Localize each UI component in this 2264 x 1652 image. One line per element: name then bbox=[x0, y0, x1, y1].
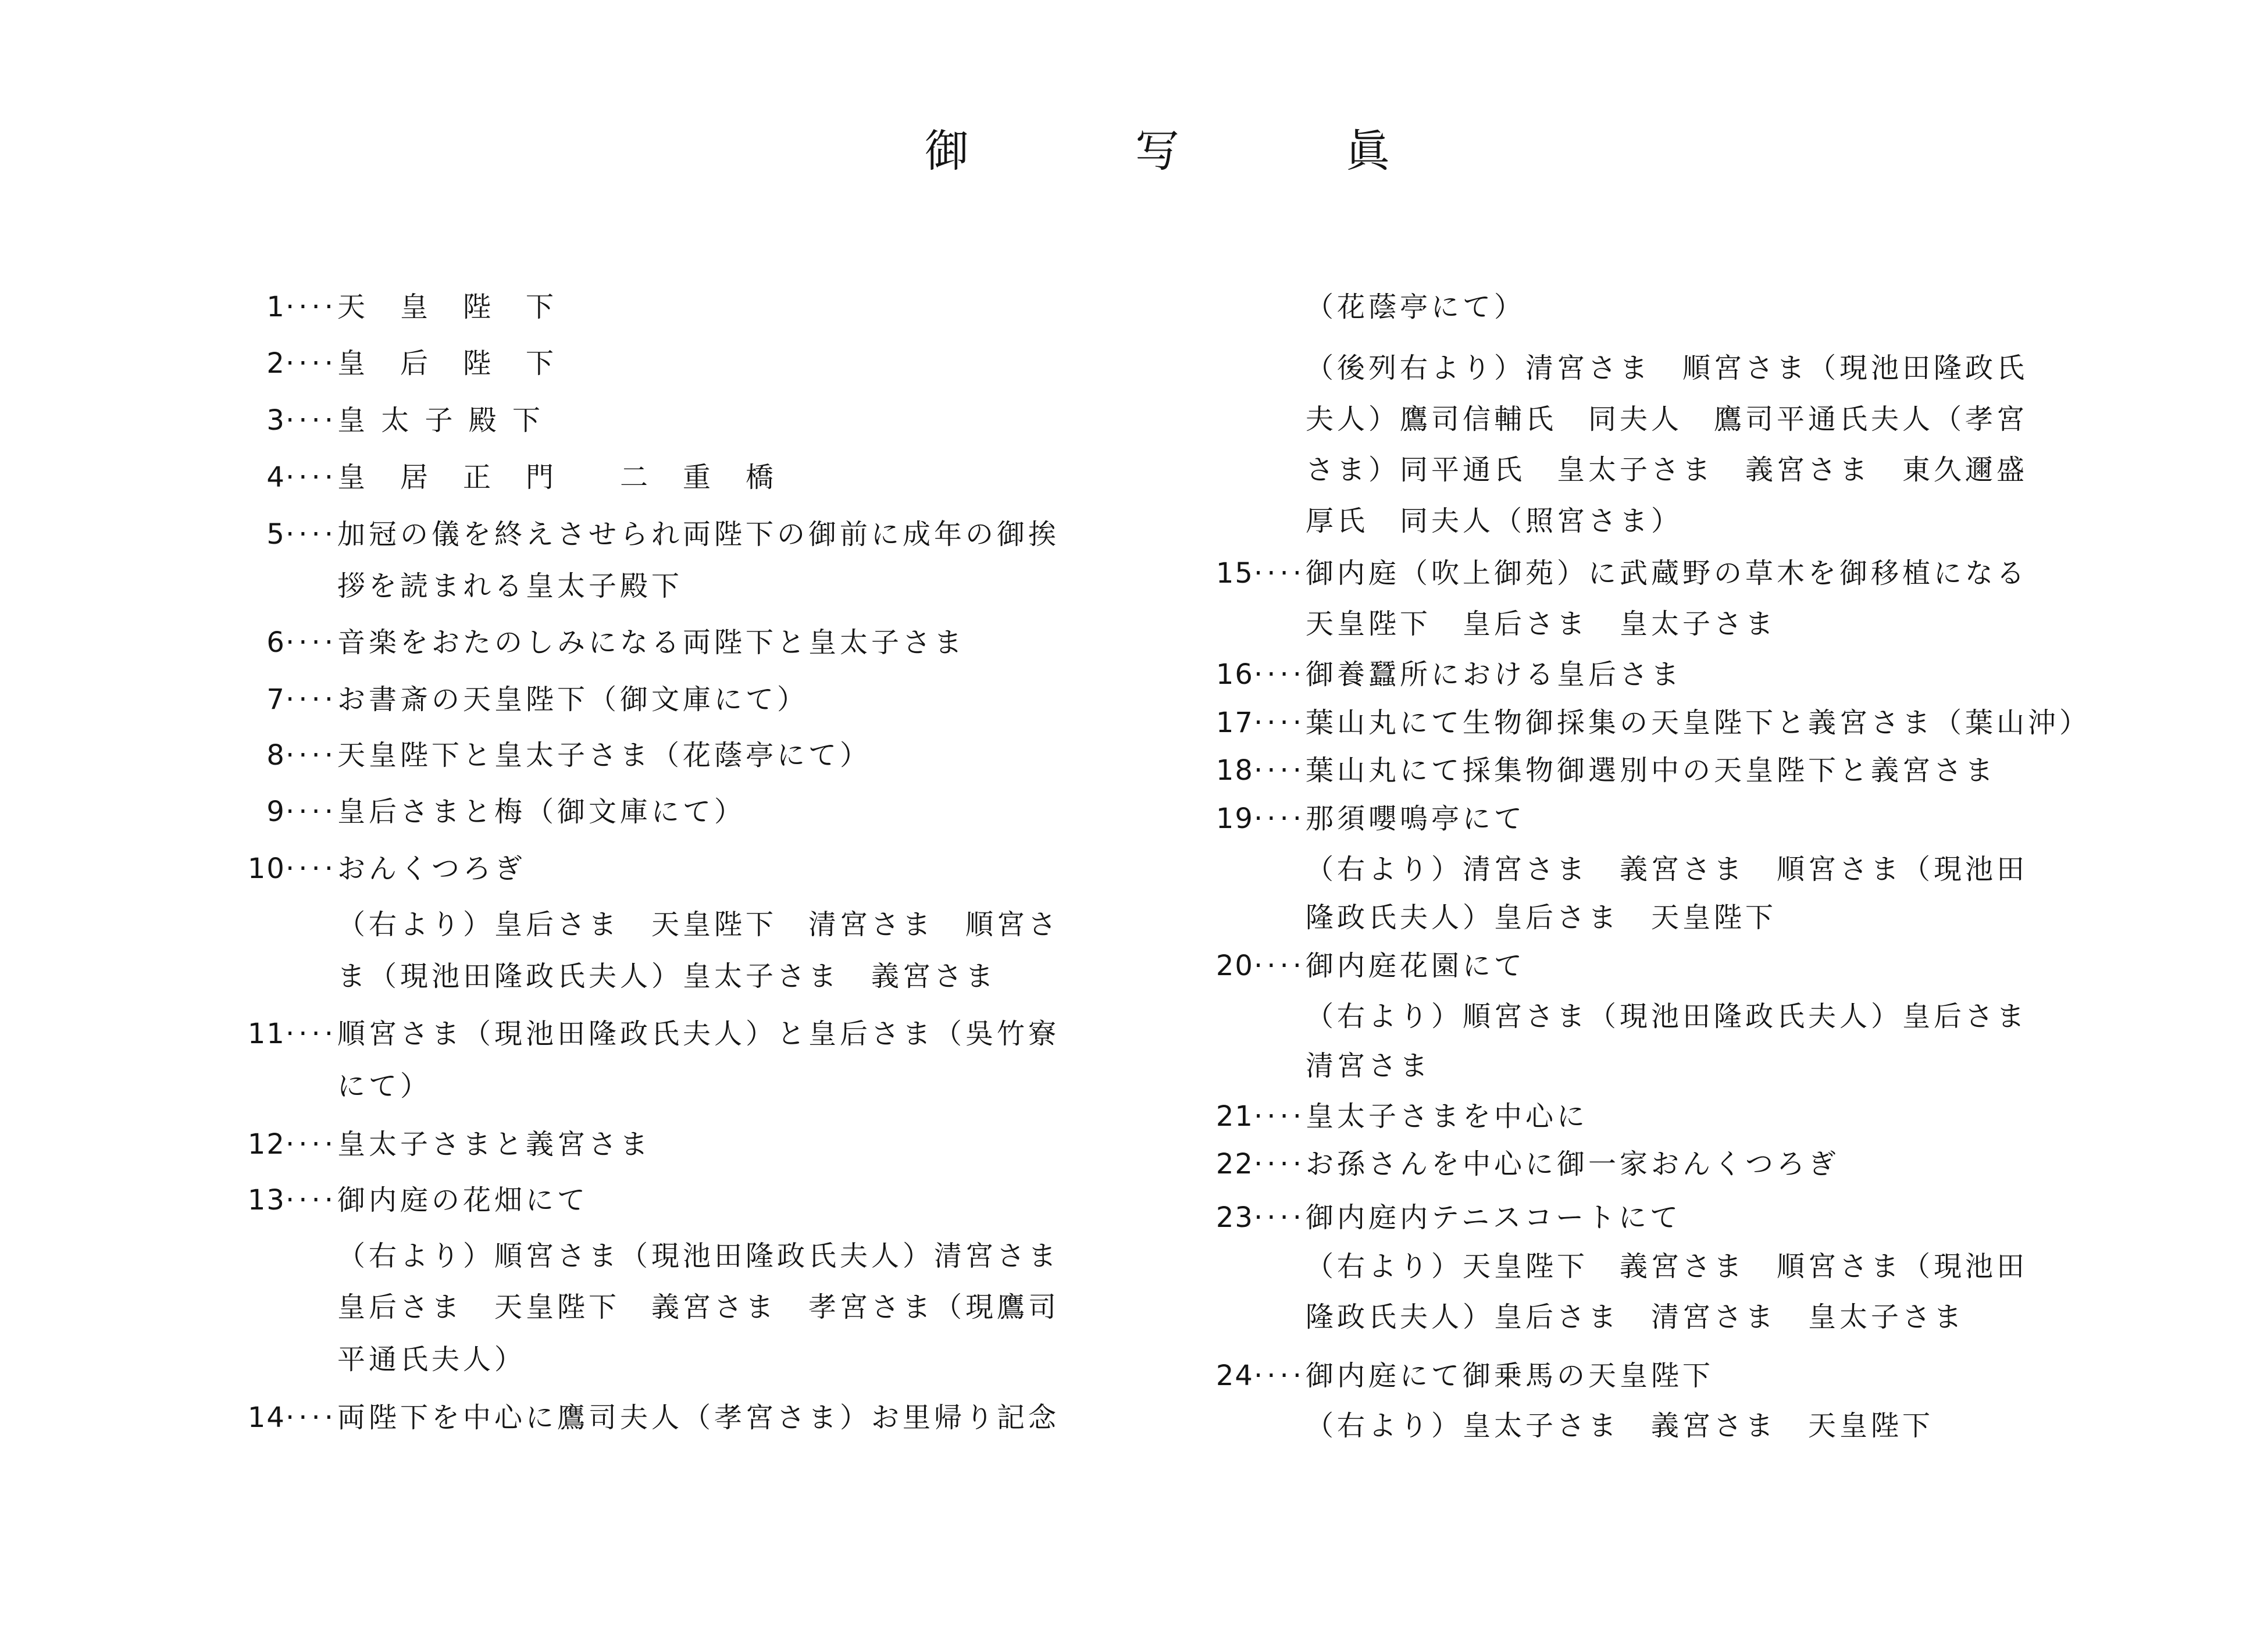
entry-text: 皇太子さまと義宮さま bbox=[337, 1128, 652, 1161]
leader-dots: ···· bbox=[285, 852, 337, 885]
leader-dots: ···· bbox=[1253, 557, 1306, 590]
left-entry-line bbox=[230, 845, 526, 892]
leader-dots: ···· bbox=[1253, 1201, 1306, 1234]
right-entry-line bbox=[1198, 550, 2028, 597]
title-char-3: 眞 bbox=[1346, 125, 1390, 177]
left-entry-line bbox=[230, 1121, 651, 1168]
entry-number bbox=[230, 732, 337, 779]
left-entry-line bbox=[230, 1177, 589, 1223]
left-column bbox=[230, 284, 1102, 1493]
entry-continuation-text: ま（現池田隆政氏夫人）皇太子さま 義宮さま bbox=[337, 960, 997, 993]
entry-continuation-text: （右より）天皇陛下 義宮さま 順宮さま（現池田 bbox=[1306, 1250, 2028, 1283]
entry-number bbox=[230, 340, 337, 387]
entry-text: 加冠の儀を終えさせられ両陛下の御前に成年の御挨 bbox=[337, 518, 1060, 551]
entry-number bbox=[230, 511, 337, 558]
entry-continuation-text: 皇后さま 天皇陛下 義宮さま 孝宮さま（現鷹司 bbox=[337, 1291, 1060, 1323]
leader-dots: ···· bbox=[1253, 1100, 1306, 1133]
entry-continuation-text: （右より）皇后さま 天皇陛下 清宮さま 順宮さ bbox=[337, 908, 1060, 941]
leader-dots: ···· bbox=[1253, 802, 1306, 835]
entry-text: 御内庭花園にて bbox=[1306, 950, 1526, 982]
entry-number bbox=[230, 1394, 337, 1441]
entry-text: 皇太子さまを中心に bbox=[1306, 1100, 1589, 1133]
entry-text: 皇 居 正 門 二 重 橋 bbox=[337, 461, 778, 494]
entry-continuation-text: 天皇陛下 皇后さま 皇太子さま bbox=[1306, 608, 1777, 640]
entry-number bbox=[1198, 700, 1306, 746]
entry-continuation-text: 夫人）鷹司信輔氏 同夫人 鷹司平通氏夫人（孝宮 bbox=[1306, 403, 2028, 436]
left-entry-line bbox=[230, 454, 777, 501]
entry-text: お書斎の天皇陛下（御文庫にて） bbox=[337, 683, 809, 716]
leader-dots: ···· bbox=[285, 1401, 337, 1434]
right-entry-line bbox=[1198, 396, 2028, 443]
entry-number bbox=[230, 845, 337, 892]
entry-continuation-text: （右より）皇太子さま 義宮さま 天皇陛下 bbox=[1306, 1410, 1934, 1442]
title-char-1: 御 bbox=[925, 125, 969, 177]
entry-number-value: 13 bbox=[247, 1184, 286, 1216]
leader-dots: ···· bbox=[285, 739, 337, 772]
entry-text: お孫さんを中心に御一家おんくつろぎ bbox=[1306, 1148, 1840, 1180]
entry-number-value: 19 bbox=[1215, 802, 1254, 835]
entry-text: 音楽をおたのしみになる両陛下と皇太子さま bbox=[337, 626, 966, 659]
entry-number bbox=[230, 619, 337, 666]
right-entry-line bbox=[1198, 700, 2091, 746]
entry-number-value: 22 bbox=[1215, 1148, 1254, 1180]
entry-number-value: 6 bbox=[266, 626, 286, 659]
entry-continuation-text: 隆政氏夫人）皇后さま 天皇陛下 bbox=[1306, 901, 1777, 934]
left-entry-line bbox=[230, 1336, 526, 1383]
entry-text: 皇 后 陛 下 bbox=[337, 347, 558, 380]
entry-text: 皇后さまと梅（御文庫にて） bbox=[337, 795, 746, 828]
entry-number-value: 14 bbox=[247, 1401, 286, 1434]
entry-number bbox=[230, 1121, 337, 1168]
left-entry-line bbox=[230, 340, 557, 387]
entry-number bbox=[230, 1177, 337, 1223]
entry-number-value: 20 bbox=[1215, 950, 1254, 982]
entry-continuation-text: （右より）順宮さま（現池田隆政氏夫人）清宮さま bbox=[337, 1240, 1060, 1272]
title-char-2: 写 bbox=[1135, 125, 1179, 177]
right-entry-line bbox=[1198, 846, 2028, 893]
entry-continuation-text: （右より）順宮さま（現池田隆政氏夫人）皇后さま bbox=[1306, 1000, 2028, 1033]
entry-text: 御内庭内テニスコートにて bbox=[1306, 1201, 1682, 1234]
right-entry-line bbox=[1198, 1043, 1431, 1089]
entry-continuation-text: 清宮さま bbox=[1306, 1050, 1432, 1082]
entry-continuation-text: （右より）清宮さま 義宮さま 順宮さま（現池田 bbox=[1306, 853, 2028, 886]
left-entry-line bbox=[230, 901, 1060, 948]
entry-number-value: 8 bbox=[266, 739, 286, 772]
entry-number bbox=[230, 284, 337, 330]
right-entry-line bbox=[1198, 795, 1525, 842]
entry-text: 御内庭の花畑にて bbox=[337, 1184, 589, 1216]
leader-dots: ···· bbox=[1253, 707, 1306, 739]
entry-continuation-text: （後列右より）清宮さま 順宮さま（現池田隆政氏 bbox=[1306, 352, 2028, 384]
entry-number bbox=[1198, 943, 1306, 989]
right-column bbox=[1198, 284, 2091, 1493]
entry-number-value: 4 bbox=[266, 461, 286, 494]
entry-number bbox=[230, 1011, 337, 1057]
entry-text: 両陛下を中心に鷹司夫人（孝宮さま）お里帰り記念 bbox=[337, 1401, 1060, 1434]
entry-number-value: 24 bbox=[1215, 1360, 1254, 1392]
right-entry-line bbox=[1198, 498, 1682, 544]
entry-text: 葉山丸にて採集物御選別中の天皇陛下と義宮さま bbox=[1306, 754, 1997, 787]
left-entry-line bbox=[230, 788, 746, 835]
right-entry-line bbox=[1198, 1353, 1714, 1399]
entry-number bbox=[1198, 1353, 1306, 1399]
entry-continuation-text: さま）同平通氏 皇太子さま 義宮さま 東久邇盛 bbox=[1306, 454, 2028, 486]
left-entry-line bbox=[230, 1063, 432, 1109]
leader-dots: ···· bbox=[285, 626, 337, 659]
leader-dots: ···· bbox=[285, 795, 337, 828]
right-entry-line bbox=[1198, 651, 1682, 698]
left-entry-line bbox=[230, 619, 965, 666]
leader-dots: ···· bbox=[285, 404, 337, 437]
entry-number-value: 18 bbox=[1215, 754, 1254, 787]
leader-dots: ···· bbox=[285, 291, 337, 323]
right-entry-line bbox=[1198, 1294, 1965, 1340]
leader-dots: ···· bbox=[285, 683, 337, 716]
left-entry-line bbox=[230, 676, 808, 723]
left-entry-line bbox=[230, 1233, 1060, 1279]
right-entry-line bbox=[1198, 747, 1996, 794]
right-entry-line bbox=[1198, 943, 1525, 989]
entry-number-value: 5 bbox=[266, 518, 286, 551]
left-entry-line bbox=[230, 284, 557, 330]
entry-number bbox=[1198, 1194, 1306, 1241]
entry-text: 御内庭（吹上御苑）に武蔵野の草木を御移植になる bbox=[1306, 557, 2028, 590]
leader-dots: ···· bbox=[1253, 658, 1306, 691]
entry-number-value: 2 bbox=[266, 347, 286, 380]
entry-number bbox=[230, 454, 337, 501]
leader-dots: ···· bbox=[1253, 1148, 1306, 1180]
leader-dots: ···· bbox=[285, 518, 337, 551]
right-entry-line bbox=[1198, 1141, 1839, 1187]
entry-number-value: 3 bbox=[266, 404, 286, 437]
entry-continuation-text: （花蔭亭にて） bbox=[1306, 291, 1526, 323]
left-entry-line bbox=[230, 511, 1060, 558]
entry-number-value: 21 bbox=[1215, 1100, 1254, 1133]
right-entry-line bbox=[1198, 1403, 1934, 1449]
entry-number-value: 10 bbox=[247, 852, 286, 885]
entry-number-value: 16 bbox=[1215, 658, 1254, 691]
leader-dots: ···· bbox=[285, 461, 337, 494]
entry-number bbox=[1198, 1093, 1306, 1140]
leader-dots: ···· bbox=[285, 1018, 337, 1050]
right-entry-line bbox=[1198, 601, 1777, 647]
page-title bbox=[925, 119, 1390, 183]
leader-dots: ···· bbox=[285, 347, 337, 380]
entry-continuation-text: 平通氏夫人） bbox=[337, 1343, 526, 1376]
entry-number bbox=[1198, 747, 1306, 794]
leader-dots: ···· bbox=[285, 1184, 337, 1216]
leader-dots: ···· bbox=[1253, 754, 1306, 787]
entry-continuation-text: にて） bbox=[337, 1070, 432, 1102]
entry-text: 天 皇 陛 下 bbox=[337, 291, 558, 323]
left-entry-line bbox=[230, 563, 683, 609]
entry-number bbox=[230, 788, 337, 835]
entry-number-value: 12 bbox=[247, 1128, 286, 1161]
entry-number-value: 1 bbox=[266, 291, 286, 323]
left-entry-line bbox=[230, 1284, 1060, 1330]
left-entry-line bbox=[230, 732, 871, 779]
left-entry-line bbox=[230, 953, 997, 1000]
right-entry-line bbox=[1198, 894, 1777, 941]
entry-number bbox=[1198, 795, 1306, 842]
right-entry-line bbox=[1198, 284, 1525, 330]
entry-number-value: 17 bbox=[1215, 707, 1254, 739]
right-entry-line bbox=[1198, 447, 2028, 493]
entry-number-value: 23 bbox=[1215, 1201, 1254, 1234]
entry-text: 御養蠶所における皇后さま bbox=[1306, 658, 1683, 691]
entry-text: 御内庭にて御乗馬の天皇陛下 bbox=[1306, 1360, 1714, 1392]
entry-continuation-text: 拶を読まれる皇太子殿下 bbox=[337, 570, 683, 602]
entry-text: おんくつろぎ bbox=[337, 852, 526, 885]
leader-dots: ···· bbox=[1253, 1360, 1306, 1392]
entry-text: 那須嚶鳴亭にて bbox=[1306, 802, 1526, 835]
left-entry-line bbox=[230, 397, 544, 444]
left-entry-line bbox=[230, 1394, 1060, 1441]
leader-dots: ···· bbox=[285, 1128, 337, 1161]
right-entry-line bbox=[1198, 1093, 1588, 1140]
entry-text: 順宮さま（現池田隆政氏夫人）と皇后さま（吳竹寮 bbox=[337, 1018, 1060, 1050]
left-entry-line bbox=[230, 1011, 1060, 1057]
leader-dots: ···· bbox=[1253, 950, 1306, 982]
entry-number bbox=[230, 676, 337, 723]
entry-continuation-text: 隆政氏夫人）皇后さま 清宮さま 皇太子さま bbox=[1306, 1301, 1966, 1333]
entry-text: 葉山丸にて生物御採集の天皇陛下と義宮さま（葉山沖） bbox=[1306, 707, 2091, 739]
entry-number bbox=[230, 397, 337, 444]
right-entry-line bbox=[1198, 1243, 2028, 1290]
right-entry-line bbox=[1198, 993, 2028, 1040]
right-entry-line bbox=[1198, 1194, 1681, 1241]
right-entry-line bbox=[1198, 345, 2028, 391]
entry-number bbox=[1198, 1141, 1306, 1187]
entry-number-value: 9 bbox=[266, 795, 286, 828]
entry-number-value: 11 bbox=[247, 1018, 286, 1050]
entry-number bbox=[1198, 550, 1306, 597]
entry-text: 天皇陛下と皇太子さま（花蔭亭にて） bbox=[337, 739, 872, 772]
entry-number-value: 15 bbox=[1215, 557, 1254, 590]
entry-continuation-text: 厚氏 同夫人（照宮さま） bbox=[1306, 505, 1683, 537]
entry-number-value: 7 bbox=[266, 683, 286, 716]
entry-number bbox=[1198, 651, 1306, 698]
entry-text: 皇 太 子 殿 下 bbox=[337, 404, 544, 437]
